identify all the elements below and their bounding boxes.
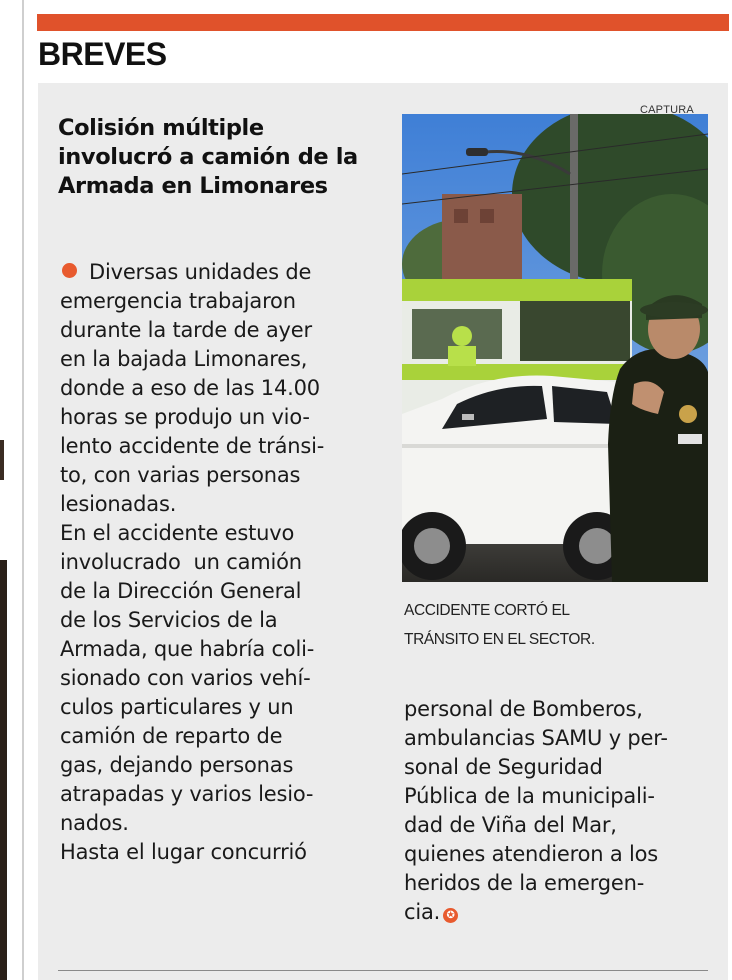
body-line: camión de reparto de xyxy=(60,724,283,748)
left-column-rule xyxy=(22,0,24,980)
body-line: de los Servicios de la xyxy=(60,608,278,632)
body-line: to, con varias personas xyxy=(60,463,301,487)
body-line: lento accidente de tránsi- xyxy=(60,434,325,458)
accident-photo xyxy=(402,114,708,582)
body-line: durante la tarde de ayer xyxy=(60,318,312,342)
body-line: lesionadas. xyxy=(60,492,177,516)
body-line: de la Dirección General xyxy=(60,579,302,603)
body-line: Hasta el lugar concurrió xyxy=(60,840,307,864)
body-line: Diversas unidades de xyxy=(89,260,312,284)
body-line: atrapadas y varios lesio- xyxy=(60,782,314,806)
article-body-column-2 xyxy=(404,695,714,927)
body-line: culos particulares y un xyxy=(60,695,294,719)
body-line: en la bajada Limonares, xyxy=(60,347,308,371)
body-line: sonal de Seguridad xyxy=(404,755,603,779)
article-headline xyxy=(58,114,388,201)
section-accent-bar xyxy=(37,14,729,31)
body-line: Pública de la municipali- xyxy=(404,784,655,808)
body-line: nados. xyxy=(60,811,129,835)
bullet-dot-icon xyxy=(62,263,77,278)
headline-line: Colisión múltiple xyxy=(58,115,264,141)
body-line: personal de Bomberos, xyxy=(404,697,643,721)
caption-line: ACCIDENTE CORTÓ EL xyxy=(404,602,570,619)
body-line: horas se produjo un vio- xyxy=(60,405,310,429)
body-line: cia. xyxy=(404,900,441,924)
body-line: dad de Viña del Mar, xyxy=(404,813,617,837)
body-line: heridos de la emergen- xyxy=(404,871,645,895)
body-line: En el accidente estuvo xyxy=(60,521,295,545)
photo-credit: CAPTURA xyxy=(640,104,694,116)
caption-line: TRÁNSITO EN EL SECTOR. xyxy=(404,631,595,648)
headline-line: involucró a camión de la xyxy=(58,144,358,170)
adjacent-page-edge xyxy=(0,560,7,980)
headline-line: Armada en Limonares xyxy=(58,173,328,199)
body-line: involucrado un camión xyxy=(60,550,302,574)
adjacent-page-edge xyxy=(0,440,4,480)
end-of-article-icon: ✪ xyxy=(443,908,458,923)
body-line: sionado con varios vehí- xyxy=(60,666,311,690)
body-line: Armada, que habría coli- xyxy=(60,637,315,661)
photo-caption xyxy=(404,596,704,654)
body-line: ambulancias SAMU y per- xyxy=(404,726,668,750)
section-title: BREVES xyxy=(38,36,167,72)
bottom-divider xyxy=(58,970,708,971)
body-line: emergencia trabajaron xyxy=(60,289,296,313)
body-line: quienes atendieron a los xyxy=(404,842,659,866)
article-body-column-1 xyxy=(60,258,400,867)
body-line: gas, dejando personas xyxy=(60,753,294,777)
body-line: donde a eso de las 14.00 xyxy=(60,376,320,400)
